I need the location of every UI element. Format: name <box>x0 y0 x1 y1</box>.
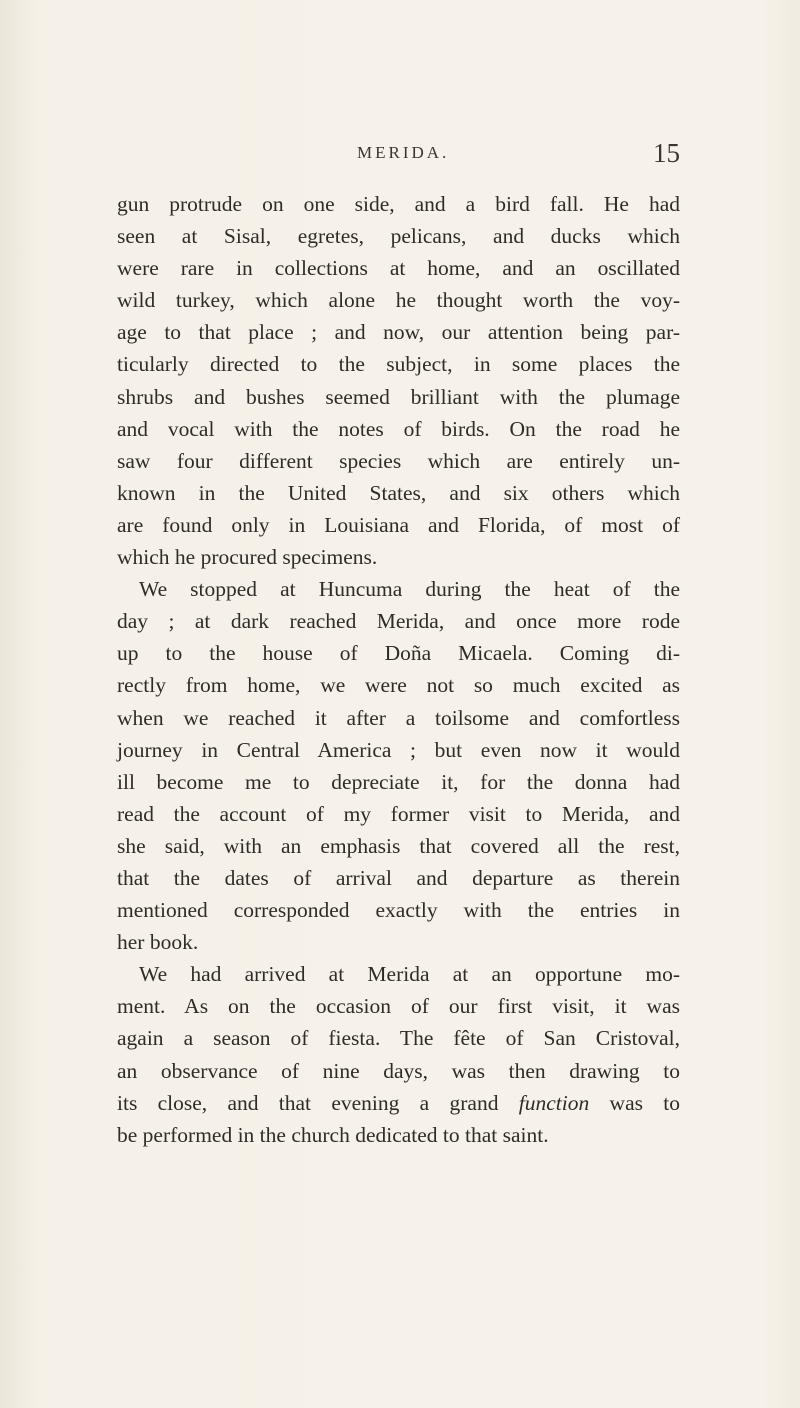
text-line: and vocal with the notes of birds. On the road he <box>117 416 680 441</box>
text-line: wild turkey, which alone he thought worth the voy- <box>117 288 680 313</box>
page-number: 15 <box>653 138 680 168</box>
text-line: up to the house of Doña Micaela. Coming di- <box>117 641 680 666</box>
text-line: again a season of fiesta. The fête of San Cristoval, <box>117 1026 680 1051</box>
text-line: were rare in collections at home, and an oscillated <box>117 256 680 281</box>
text-line: known in the United States, and six others which <box>117 480 680 505</box>
italic-word: function <box>518 1090 590 1115</box>
text-line: ment. As on the occasion of our first visit, it was <box>117 994 680 1019</box>
text-line: ticularly directed to the subject, in some places the <box>117 352 680 377</box>
text-line: her book. <box>117 930 199 955</box>
text-segment: its close, and that evening a grand <box>117 1090 519 1115</box>
text-line-with-italic <box>117 1087 680 1119</box>
text-line: ill become me to depreciate it, for the donna had <box>117 769 680 794</box>
text-line: shrubs and bushes seemed brilliant with the plumage <box>117 384 680 409</box>
text-line: saw four different species which are entirely un- <box>117 448 680 473</box>
text-line: which he procured specimens. <box>117 545 378 570</box>
text-line: that the dates of arrival and departure as therein <box>117 865 680 890</box>
text-line: We had arrived at Merida at an opportune mo- <box>139 962 680 987</box>
text-line: read the account of my former visit to Merida, and <box>117 801 680 826</box>
text-line: journey in Central America ; but even now it would <box>117 737 680 762</box>
text-line: she said, with an emphasis that covered all the rest, <box>117 833 680 858</box>
text-line: gun protrude on one side, and a bird fall. He had <box>117 192 680 216</box>
text-line: We stopped at Huncuma during the heat of the <box>139 577 680 602</box>
text-line: are found only in Louisiana and Florida, of most of <box>117 512 680 537</box>
running-head <box>117 138 680 173</box>
text-line: rectly from home, we were not so much excited as <box>117 673 680 698</box>
text-line: when we reached it after a toilsome and comfortless <box>117 705 680 730</box>
text-line: be performed in the church dedicated to that saint. <box>117 1122 549 1147</box>
text-line: an observance of nine days, was then drawing to <box>117 1058 680 1083</box>
chapter-title: MERIDA. <box>357 143 450 162</box>
text-line: age to that place ; and now, our attention being par- <box>117 320 680 345</box>
text-line: seen at Sisal, egretes, pelicans, and ducks which <box>117 224 680 249</box>
text-line: day ; at dark reached Merida, and once more rode <box>117 609 680 634</box>
text-line: mentioned corresponded exactly with the entries in <box>117 898 680 923</box>
body-text <box>117 188 680 1151</box>
text-segment: was to <box>589 1090 680 1115</box>
